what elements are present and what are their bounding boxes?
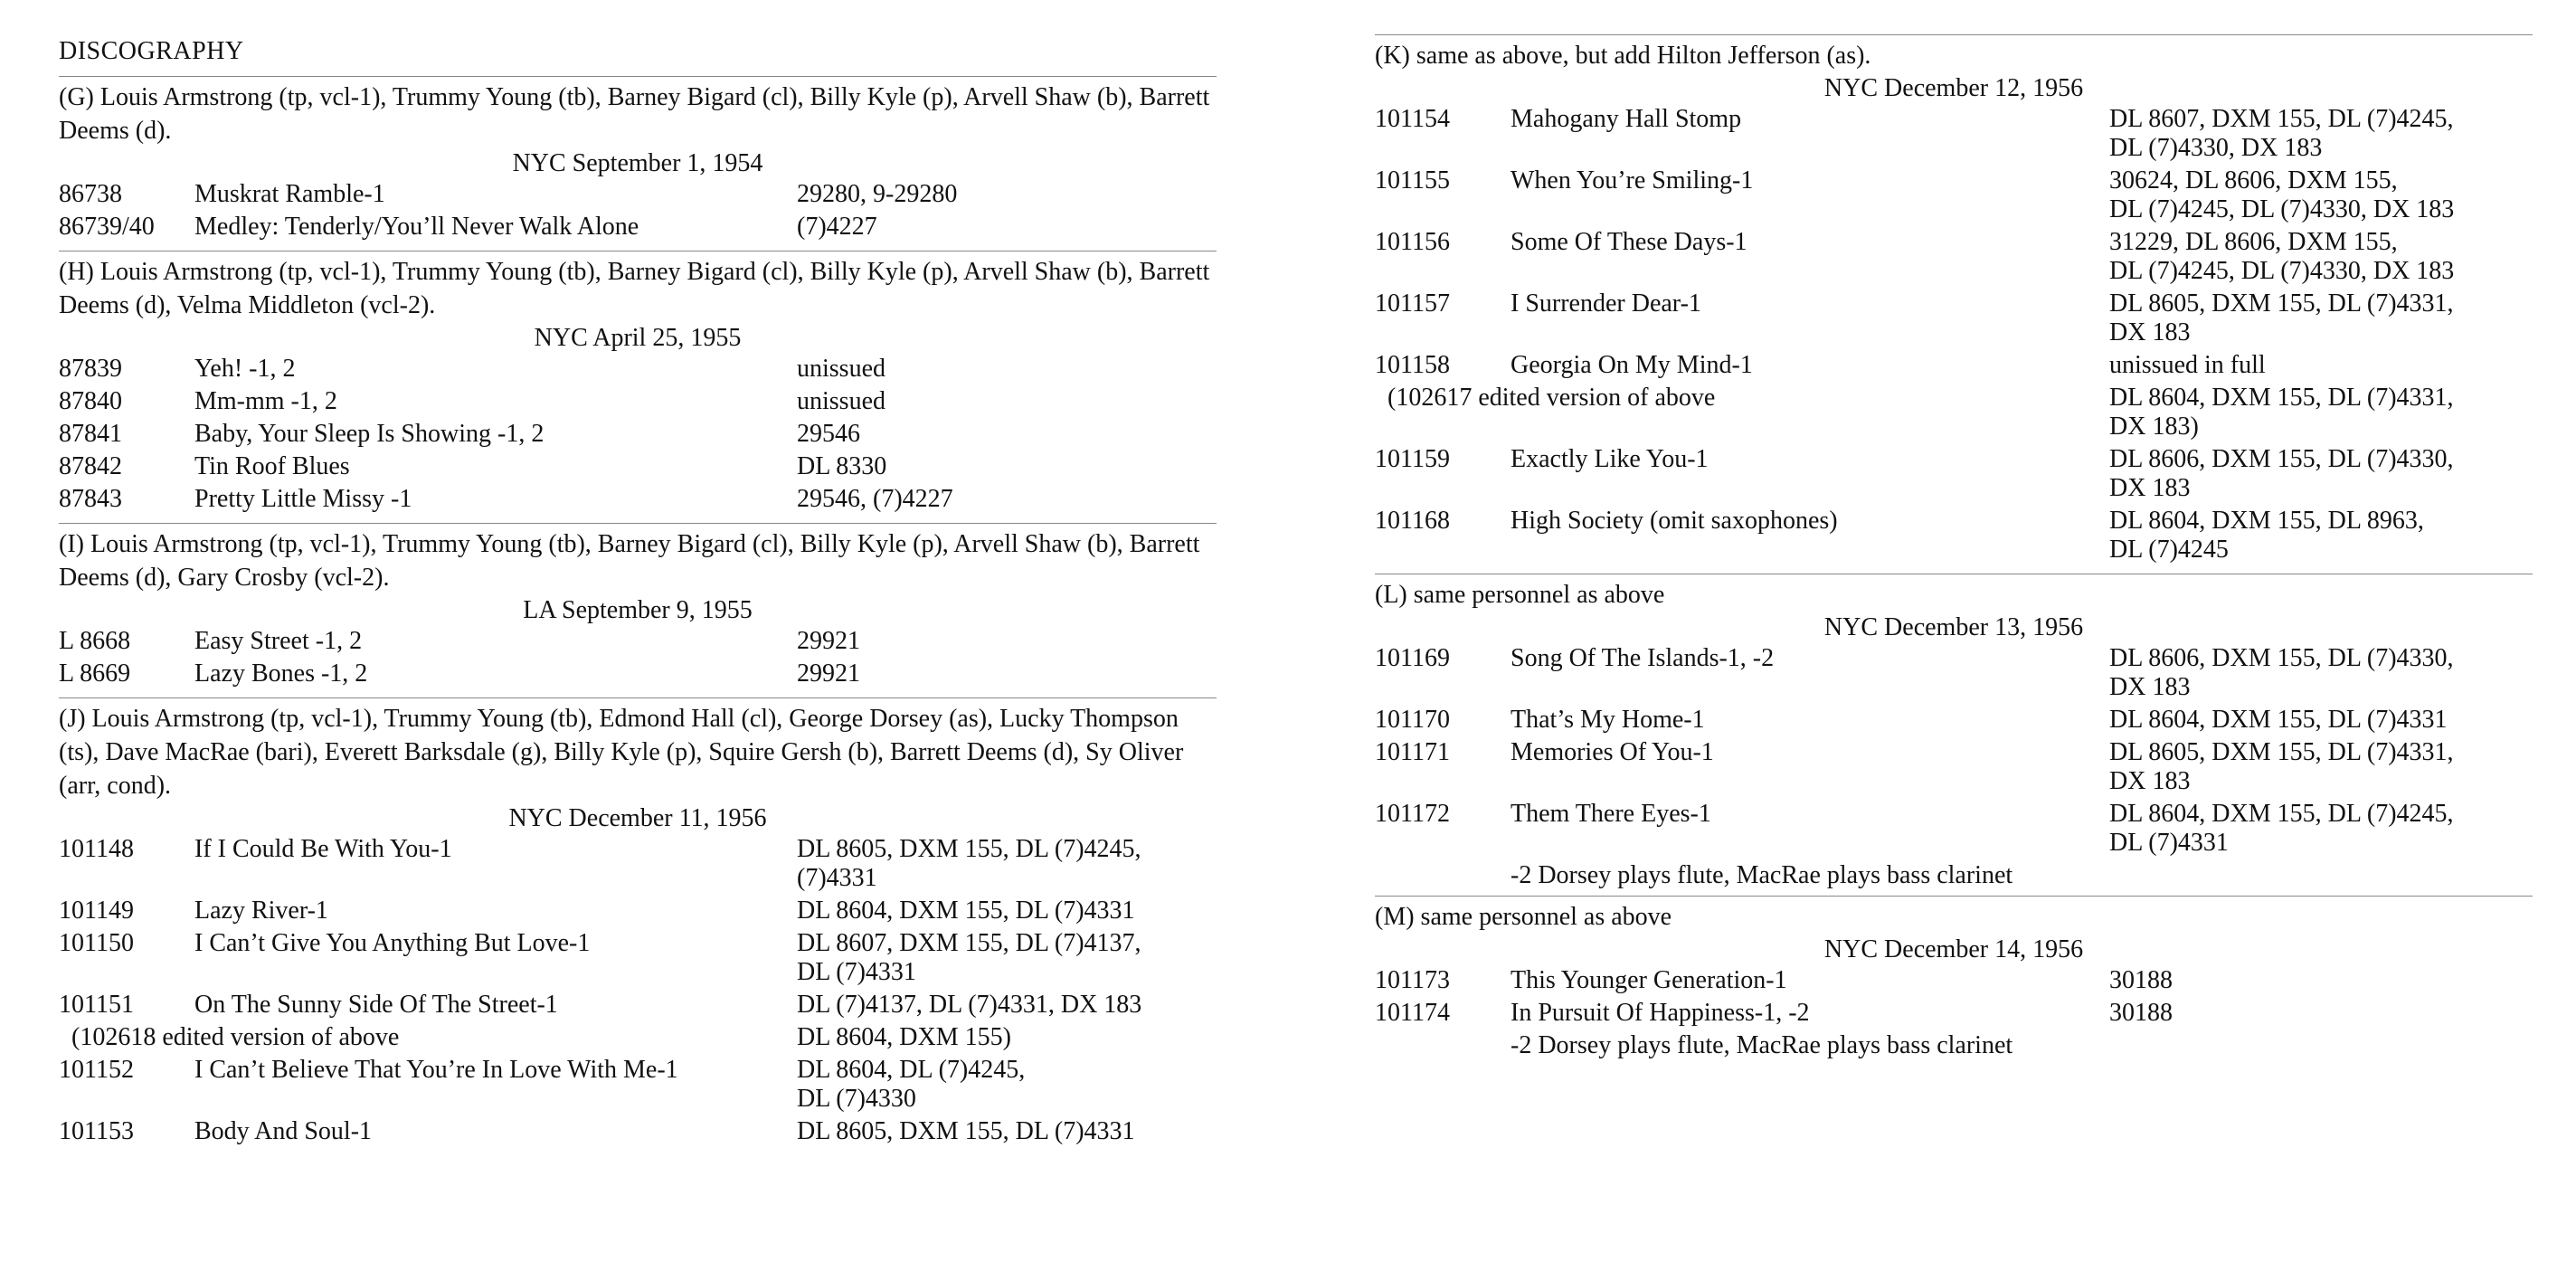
track-row	[59, 387, 1217, 416]
track-title: When You’re Smiling-1	[1511, 166, 1754, 195]
issue-numbers: DL 8607, DXM 155, DL (7)4137, DL (7)4331	[797, 929, 1141, 986]
track-row	[1375, 738, 2533, 796]
issue-numbers: DL 8604, DXM 155)	[797, 1023, 1011, 1051]
track-row	[1375, 644, 2533, 702]
issue-numbers: DL 8605, DXM 155, DL (7)4331, DX 183	[2109, 738, 2454, 795]
track-row	[59, 627, 1217, 656]
issue-numbers: 30188	[2109, 966, 2173, 994]
session-block	[59, 524, 1217, 697]
session-date: LA September 9, 1955	[523, 596, 753, 624]
track-title: Georgia On My Mind-1	[1511, 351, 1753, 379]
matrix-number: 101171	[1375, 738, 1450, 766]
session-block	[59, 77, 1217, 251]
issue-numbers: 29280, 9-29280	[797, 180, 958, 208]
issue-numbers: unissued	[797, 355, 886, 383]
matrix-number: 101152	[59, 1056, 134, 1084]
right-page	[1288, 0, 2576, 1281]
personnel-text: (H) Louis Armstrong (tp, vcl-1), Trummy Young (tb), Barney Bigard (cl), Billy Kyle (p), Arvell Shaw (b), Barrett Deems (d), Velma Middleton (vcl-2).	[59, 258, 1210, 319]
matrix-number: 101159	[1375, 445, 1450, 473]
left-column	[59, 27, 1217, 1155]
track-title: I Can’t Give You Anything But Love-1	[194, 929, 591, 957]
matrix-number: 86738	[59, 180, 122, 208]
track-list	[59, 627, 1217, 688]
track-row	[59, 452, 1217, 481]
track-title: Medley: Tenderly/You’ll Never Walk Alone	[194, 213, 639, 241]
right-column	[1375, 27, 2533, 1066]
track-title: Song Of The Islands-1, -2	[1511, 644, 1775, 672]
issue-numbers: DL 8604, DXM 155, DL (7)4331	[797, 897, 1135, 925]
issue-numbers: DL 8604, DXM 155, DL (7)4245, DL (7)4331	[2109, 800, 2454, 857]
session-block	[59, 698, 1217, 1155]
track-title: Lazy Bones -1, 2	[194, 659, 368, 688]
track-row	[59, 355, 1217, 384]
matrix-number: 86739/40	[59, 213, 155, 241]
track-title: I Surrender Dear-1	[1511, 289, 1701, 318]
track-row	[1375, 166, 2533, 224]
track-title: High Society (omit saxophones)	[1511, 507, 1838, 535]
track-row	[59, 929, 1217, 987]
instrument-note	[1375, 861, 2533, 890]
matrix-number: 87842	[59, 452, 122, 480]
track-row	[1375, 351, 2533, 380]
session-date: NYC December 12, 1956	[1823, 74, 2084, 102]
track-list	[59, 355, 1217, 514]
session-block	[1375, 897, 2533, 1066]
matrix-number: 101151	[59, 991, 134, 1019]
matrix-number: 101149	[59, 897, 134, 925]
matrix-number: 101168	[1375, 507, 1450, 535]
matrix-number: 101158	[1375, 351, 1450, 379]
track-title: That’s My Home-1	[1511, 706, 1705, 734]
track-title: Easy Street -1, 2	[194, 627, 363, 655]
issue-numbers: DL 8606, DXM 155, DL (7)4330, DX 183	[2109, 445, 2454, 502]
personnel-text: (J) Louis Armstrong (tp, vcl-1), Trummy Young (tb), Edmond Hall (cl), George Dorsey (as), Lucky Thompson (ts), Dave MacRae (bari), Everett Barksdale (g), Billy Kyle (p), Squire Gersh (b), Barrett Deems (d), Sy Oliver (arr, cond).	[59, 705, 1184, 800]
track-title: Tin Roof Blues	[194, 452, 350, 480]
matrix-number: 101170	[1375, 706, 1450, 734]
issue-numbers: 30624, DL 8606, DXM 155, DL (7)4245, DL (7)4330, DX 183	[2109, 166, 2455, 223]
track-list	[59, 180, 1217, 242]
track-title: On The Sunny Side Of The Street-1	[194, 991, 558, 1019]
track-row	[1375, 228, 2533, 286]
track-title: Body And Soul-1	[194, 1117, 373, 1145]
matrix-number: 101169	[1375, 644, 1450, 672]
track-row	[59, 420, 1217, 449]
track-list	[1375, 644, 2533, 858]
track-row	[59, 1023, 1217, 1052]
session-block	[1375, 35, 2533, 574]
instrument-note-text: -2 Dorsey plays flute, MacRae plays bass clarinet	[1511, 1031, 2013, 1059]
issue-numbers: DL 8330	[797, 452, 887, 480]
matrix-number: 101153	[59, 1117, 134, 1145]
issue-numbers: 29921	[797, 659, 860, 688]
matrix-number: (102617 edited version of above	[1387, 384, 1716, 412]
matrix-number: 87840	[59, 387, 122, 415]
track-row	[1375, 999, 2533, 1028]
matrix-number: 101156	[1375, 228, 1450, 256]
personnel-text: (L) same personnel as above	[1375, 581, 1665, 609]
issue-numbers: 30188	[2109, 999, 2173, 1027]
track-row	[1375, 966, 2533, 995]
track-row	[59, 180, 1217, 209]
issue-numbers: DL 8605, DXM 155, DL (7)4331, DX 183	[2109, 289, 2454, 346]
matrix-number: 87841	[59, 420, 122, 448]
matrix-number: L 8669	[59, 659, 131, 688]
track-row	[59, 835, 1217, 893]
track-row	[1375, 800, 2533, 858]
track-title: Mahogany Hall Stomp	[1511, 105, 1742, 133]
session-block	[59, 251, 1217, 523]
session-block	[1375, 574, 2533, 896]
track-row	[1375, 507, 2533, 565]
matrix-number: 101154	[1375, 105, 1450, 133]
personnel-text: (G) Louis Armstrong (tp, vcl-1), Trummy Young (tb), Barney Bigard (cl), Billy Kyle (p), Arvell Shaw (b), Barrett Deems (d).	[59, 83, 1210, 145]
right-sections	[1375, 35, 2533, 1066]
track-title: Pretty Little Missy -1	[194, 485, 412, 513]
session-date: NYC September 1, 1954	[512, 149, 763, 177]
issue-numbers: DL 8604, DXM 155, DL (7)4331	[2109, 706, 2448, 734]
track-row	[59, 1117, 1217, 1146]
track-row	[1375, 445, 2533, 503]
track-row	[1375, 706, 2533, 735]
track-title: This Younger Generation-1	[1511, 966, 1787, 994]
issue-numbers: 29546	[797, 420, 860, 448]
issue-numbers: DL 8604, DXM 155, DL (7)4331, DX 183)	[2109, 384, 2454, 441]
track-title: Muskrat Ramble-1	[194, 180, 385, 208]
track-row	[59, 991, 1217, 1020]
issue-numbers: unissued in full	[2109, 351, 2266, 379]
matrix-number: 101155	[1375, 166, 1450, 195]
track-title: If I Could Be With You-1	[194, 835, 452, 863]
matrix-number: 101150	[59, 929, 134, 957]
track-list	[1375, 966, 2533, 1028]
issue-numbers: 29546, (7)4227	[797, 485, 953, 513]
session-date: NYC December 11, 1956	[508, 804, 767, 832]
track-row	[59, 485, 1217, 514]
track-title: Them There Eyes-1	[1511, 800, 1711, 828]
track-row	[59, 213, 1217, 242]
track-title: Lazy River-1	[194, 897, 328, 925]
matrix-number: 101148	[59, 835, 134, 863]
issue-numbers: DL 8605, DXM 155, DL (7)4245, (7)4331	[797, 835, 1141, 892]
issue-numbers: DL 8605, DXM 155, DL (7)4331	[797, 1117, 1135, 1145]
personnel-text: (I) Louis Armstrong (tp, vcl-1), Trummy Young (tb), Barney Bigard (cl), Billy Kyle (p), Arvell Shaw (b), Barrett Deems (d), Gary Crosby (vcl-2).	[59, 530, 1200, 592]
issue-numbers: DL 8604, DXM 155, DL 8963, DL (7)4245	[2109, 507, 2424, 564]
matrix-number: 101173	[1375, 966, 1450, 994]
issue-numbers: (7)4227	[797, 213, 877, 241]
track-title: In Pursuit Of Happiness-1, -2	[1511, 999, 1810, 1027]
issue-numbers: DL (7)4137, DL (7)4331, DX 183	[797, 991, 1142, 1019]
matrix-number: L 8668	[59, 627, 131, 655]
issue-numbers: unissued	[797, 387, 886, 415]
track-title: Baby, Your Sleep Is Showing -1, 2	[194, 420, 545, 448]
track-list	[1375, 105, 2533, 565]
track-title: Yeh! -1, 2	[194, 355, 296, 383]
left-sections	[59, 77, 1217, 1155]
matrix-number: 101174	[1375, 999, 1450, 1027]
issue-numbers: 29921	[797, 627, 860, 655]
issue-numbers: 31229, DL 8606, DXM 155, DL (7)4245, DL (7)4330, DX 183	[2109, 228, 2455, 285]
instrument-note	[1375, 1031, 2533, 1060]
issue-numbers: DL 8604, DL (7)4245, DL (7)4330	[797, 1056, 1026, 1113]
discography-heading: DISCOGRAPHY	[59, 37, 244, 65]
matrix-number: 87839	[59, 355, 122, 383]
session-date: NYC December 13, 1956	[1823, 613, 2084, 641]
track-title: I Can’t Believe That You’re In Love With Me-1	[194, 1056, 678, 1084]
matrix-number: (102618 edited version of above	[71, 1023, 400, 1051]
matrix-number: 101172	[1375, 800, 1450, 828]
track-row	[59, 659, 1217, 688]
issue-numbers: DL 8607, DXM 155, DL (7)4245, DL (7)4330, DX 183	[2109, 105, 2454, 162]
track-row	[59, 1056, 1217, 1114]
track-title: Mm-mm -1, 2	[194, 387, 337, 415]
matrix-number: 101157	[1375, 289, 1450, 318]
personnel-text: (M) same personnel as above	[1375, 903, 1672, 931]
track-list	[59, 835, 1217, 1146]
matrix-number: 87843	[59, 485, 122, 513]
track-title: Some Of These Days-1	[1511, 228, 1747, 256]
personnel-text: (K) same as above, but add Hilton Jefferson (as).	[1375, 42, 1871, 70]
track-row	[1375, 289, 2533, 347]
session-date: NYC April 25, 1955	[534, 324, 742, 352]
track-row	[1375, 105, 2533, 163]
track-row	[1375, 384, 2533, 441]
session-date: NYC December 14, 1956	[1823, 935, 2084, 963]
issue-numbers: DL 8606, DXM 155, DL (7)4330, DX 183	[2109, 644, 2454, 701]
track-row	[59, 897, 1217, 925]
track-title: Exactly Like You-1	[1511, 445, 1709, 473]
track-title: Memories Of You-1	[1511, 738, 1714, 766]
instrument-note-text: -2 Dorsey plays flute, MacRae plays bass clarinet	[1511, 861, 2013, 889]
